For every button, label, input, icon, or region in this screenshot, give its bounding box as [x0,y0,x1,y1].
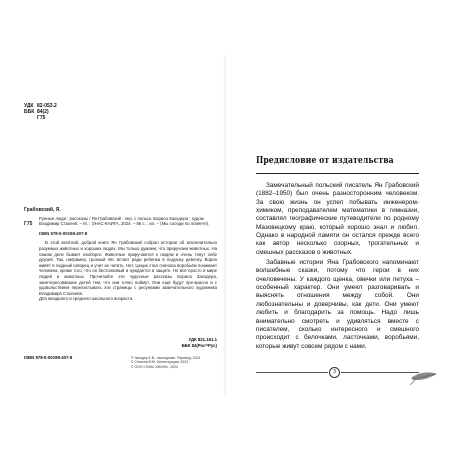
isbn-bottom: ISBN 978-5-00198-407-8 [24,355,73,360]
age-rating: Для младшего и среднего школьного возраста. [39,296,134,302]
udk-code: УДК 821.161.1 [188,337,217,342]
copyright-line: © ООО «ЭНАС-КНИГА», 2024 [131,364,178,369]
code-key: УДК [24,103,34,109]
author-mark: Г75 [24,221,33,227]
bibliographic-entry: Рунные люди : рассказы / Ян Грабовский ; пер. с польск. Бориса Заходера ; худож. Владимир Стахеев. – М. : ЭНАС-КНИГА, 2024. – 86 с. : ил. – (Мы соседи по планете). [39,215,210,227]
bibliographic-record [24,208,217,302]
footer-rule-left [256,372,328,373]
code-key: ББК [24,109,35,116]
catalog-codes [24,103,57,122]
author-heading: Грабовский, Я. [24,207,61,213]
isbn: ISBN 978-5-00198-407-8 [39,230,88,236]
code-value: 84(2) [37,109,49,116]
code-value: Г75 [37,115,46,122]
preface-title: Предисловие от издательства [256,155,394,166]
title-underline [256,173,419,174]
annotation: В этой весёлой, доброй книге Ян Грабовский собрал истории об исключительно разумных животных и хороших людях. Мы только думаем, что приручаем животных. На самом деле бывает наоборот. Животные приручаются к людям и очень тянут себе друзей. Так, например, грозный пёс встает ради ребёнка в подушку девочку. Ворон живёт в людный скворец и учит их читать. Нет, Цецик стал сначала воробьём понимает человека, кроме того, что он бестолковый и нуждается в защите. Не всё просто в мире людей и животных. Прочитайте эти чудесные рассказы Бориса Заходера, заинтересовавшие детей тем, что они точно поймут. Они ещё будут пре-красно и с удовольствием перелистывать эти страницы с рисунками замечательного художника Владимира Стахеева. [39,240,217,296]
classification-codes [150,337,217,349]
preface-body [256,182,419,351]
footer-rule-right [341,372,419,373]
copyright-line: © Стахеев В.Ю. Иллюстрации, 2024 [131,360,189,365]
bbk-code: ББК 84(Рос=Рус) [181,343,217,348]
feather-icon [409,368,439,388]
copyright-block [131,356,221,369]
code-value: 82-053.2 [37,103,57,109]
page-number: 3 [329,367,340,378]
paragraph: Забавные истории Яна Грабовского напоминают волшебные сказки, потому что герои в них очеловечены. У каждого щенка, овечки или петуха – особенный характер. Они умеют разговаривать и выяснять отношения между собой. Они любознательны и доверчивы, как дети. Они умеют любить и благодарить за помощь. Надо лишь внимательно смотреть и удивляться вместе с писателем, сколько интересного и смешного происходит с белочками, ласточками, воробьями, которые живут совсем рядом с нами. [256,259,419,350]
copyright-line: © Заходер Б.В., наследники. Перевод, 2024 [131,356,201,360]
paragraph: Замечательный польский писатель Ян Грабовский (1882–1950) был очень разносторонним человеком. За свою жизнь он успел побывать инженером-химиком, преподавателем математики в гимназии, составлял географические путеводители по родному Мазовецкому краю, который хорошо знал и любил. Однако в народной памяти он остался прежде всего как автор несколько озорных, трогательных и смешных рассказов о животных. [256,182,419,256]
code-key [24,115,37,121]
code-row [24,115,57,121]
